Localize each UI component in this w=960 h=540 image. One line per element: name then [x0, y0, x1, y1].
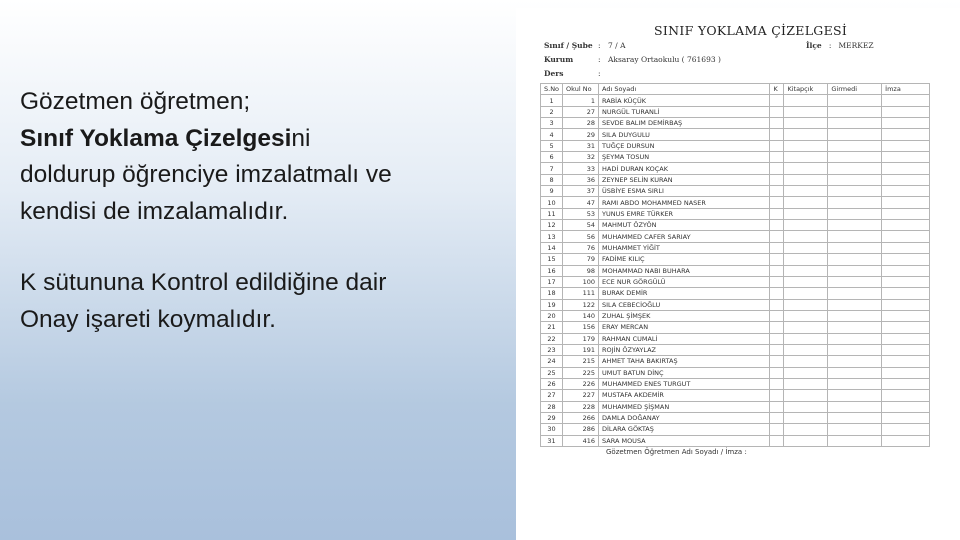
cell-sno: 6	[541, 152, 563, 163]
cell-k-check[interactable]	[770, 254, 784, 265]
cell-absent[interactable]	[828, 390, 882, 401]
cell-absent[interactable]	[828, 356, 882, 367]
cell-k-check[interactable]	[770, 367, 784, 378]
cell-k-check[interactable]	[770, 129, 784, 140]
table-row	[541, 356, 930, 367]
cell-absent[interactable]	[828, 322, 882, 333]
cell-booklet[interactable]	[784, 186, 828, 197]
cell-signature[interactable]	[882, 106, 930, 117]
class-value: 7 / A	[608, 41, 626, 50]
cell-sno: 29	[541, 412, 563, 423]
table-row	[541, 378, 930, 389]
cell-school-no: 225	[563, 367, 599, 378]
cell-student-name: SILA CEBECİOĞLU	[599, 299, 770, 310]
table-row	[541, 322, 930, 333]
table-row	[541, 106, 930, 117]
cell-absent[interactable]	[828, 242, 882, 253]
cell-sno: 10	[541, 197, 563, 208]
table-row	[541, 163, 930, 174]
cell-sno: 26	[541, 378, 563, 389]
cell-absent[interactable]	[828, 208, 882, 219]
cell-sno: 25	[541, 367, 563, 378]
form-name-suffix: ni	[291, 124, 311, 152]
cell-school-no: 37	[563, 186, 599, 197]
cell-school-no: 1	[563, 95, 599, 106]
cell-school-no: 122	[563, 299, 599, 310]
cell-absent[interactable]	[828, 310, 882, 321]
cell-sno: 31	[541, 435, 563, 446]
table-row	[541, 152, 930, 163]
cell-student-name: YUNUS EMRE TÜRKER	[599, 208, 770, 219]
cell-booklet[interactable]	[784, 129, 828, 140]
cell-student-name: MUHAMMED ŞİŞMAN	[599, 401, 770, 412]
cell-sno: 8	[541, 174, 563, 185]
cell-signature[interactable]	[882, 424, 930, 435]
cell-k-check[interactable]	[770, 106, 784, 117]
cell-student-name: RAMI ABDO MOHAMMED NASER	[599, 197, 770, 208]
cell-signature[interactable]	[882, 344, 930, 355]
cell-sno: 28	[541, 401, 563, 412]
cell-booklet[interactable]	[784, 152, 828, 163]
cell-absent[interactable]	[828, 333, 882, 344]
col-header-sno: S.No	[541, 84, 563, 95]
form-name-bold: Sınıf Yoklama Çizelgesi	[20, 124, 292, 152]
col-header-signature: İmza	[882, 84, 930, 95]
cell-school-no: 32	[563, 152, 599, 163]
cell-booklet[interactable]	[784, 197, 828, 208]
cell-student-name: ZUHAL ŞİMŞEK	[599, 310, 770, 321]
cell-sno: 14	[541, 242, 563, 253]
cell-school-no: 111	[563, 288, 599, 299]
cell-student-name: NURGÜL TURANLİ	[599, 106, 770, 117]
table-row	[541, 299, 930, 310]
cell-student-name: HADİ DURAN KOÇAK	[599, 163, 770, 174]
cell-student-name: ŞEYMA TOSUN	[599, 152, 770, 163]
cell-k-check[interactable]	[770, 288, 784, 299]
table-row	[541, 197, 930, 208]
cell-student-name: SEVDE BALIM DEMİRBAŞ	[599, 118, 770, 129]
table-row	[541, 412, 930, 423]
cell-absent[interactable]	[828, 220, 882, 231]
cell-signature[interactable]	[882, 401, 930, 412]
cell-signature[interactable]	[882, 412, 930, 423]
cell-k-check[interactable]	[770, 333, 784, 344]
cell-absent[interactable]	[828, 129, 882, 140]
table-row	[541, 140, 930, 151]
cell-booklet[interactable]	[784, 424, 828, 435]
table-row	[541, 95, 930, 106]
cell-signature[interactable]	[882, 231, 930, 242]
cell-sno: 18	[541, 288, 563, 299]
cell-booklet[interactable]	[784, 378, 828, 389]
cell-signature[interactable]	[882, 367, 930, 378]
cell-signature[interactable]	[882, 322, 930, 333]
cell-sno: 24	[541, 356, 563, 367]
cell-student-name: UMUT BATUN DİNÇ	[599, 367, 770, 378]
cell-signature[interactable]	[882, 152, 930, 163]
cell-school-no: 226	[563, 378, 599, 389]
cell-k-check[interactable]	[770, 265, 784, 276]
cell-signature[interactable]	[882, 378, 930, 389]
cell-absent[interactable]	[828, 254, 882, 265]
col-header-absent: Girmedi	[828, 84, 882, 95]
cell-sno: 1	[541, 95, 563, 106]
cell-student-name: DİLARA GÖKTAŞ	[599, 424, 770, 435]
cell-school-no: 140	[563, 310, 599, 321]
cell-student-name: AHMET TAHA BAKIRTAŞ	[599, 356, 770, 367]
cell-booklet[interactable]	[784, 276, 828, 287]
cell-signature[interactable]	[882, 95, 930, 106]
cell-booklet[interactable]	[784, 174, 828, 185]
cell-school-no: 416	[563, 435, 599, 446]
table-row	[541, 310, 930, 321]
cell-school-no: 76	[563, 242, 599, 253]
table-row	[541, 435, 930, 446]
cell-booklet[interactable]	[784, 356, 828, 367]
cell-student-name: BURAK DEMİR	[599, 288, 770, 299]
cell-sno: 5	[541, 140, 563, 151]
cell-absent[interactable]	[828, 152, 882, 163]
cell-school-no: 33	[563, 163, 599, 174]
cell-sno: 15	[541, 254, 563, 265]
cell-school-no: 228	[563, 401, 599, 412]
cell-k-check[interactable]	[770, 276, 784, 287]
cell-booklet[interactable]	[784, 401, 828, 412]
cell-booklet[interactable]	[784, 435, 828, 446]
cell-student-name: RABİA KÜÇÜK	[599, 95, 770, 106]
cell-school-no: 227	[563, 390, 599, 401]
cell-student-name: MUHAMMED CAFER SARIAY	[599, 231, 770, 242]
cell-school-no: 31	[563, 140, 599, 151]
cell-absent[interactable]	[828, 401, 882, 412]
school-value: Aksaray Ortaokulu ( 761693 )	[608, 55, 721, 64]
cell-sno: 12	[541, 220, 563, 231]
cell-booklet[interactable]	[784, 208, 828, 219]
instruction-text	[20, 84, 510, 338]
cell-school-no: 36	[563, 174, 599, 185]
cell-sno: 13	[541, 231, 563, 242]
cell-k-check[interactable]	[770, 435, 784, 446]
cell-booklet[interactable]	[784, 333, 828, 344]
course-label: Ders	[544, 69, 564, 78]
district-label: İlçe	[806, 41, 822, 50]
cell-student-name: SARA MOUSA	[599, 435, 770, 446]
cell-signature[interactable]	[882, 140, 930, 151]
cell-sno: 9	[541, 186, 563, 197]
cell-sno: 3	[541, 118, 563, 129]
cell-absent[interactable]	[828, 140, 882, 151]
cell-k-check[interactable]	[770, 220, 784, 231]
cell-signature[interactable]	[882, 208, 930, 219]
cell-sno: 19	[541, 299, 563, 310]
cell-booklet[interactable]	[784, 242, 828, 253]
cell-school-no: 98	[563, 265, 599, 276]
attendance-sheet	[516, 8, 960, 540]
cell-absent[interactable]	[828, 299, 882, 310]
table-row	[541, 401, 930, 412]
table-row	[541, 231, 930, 242]
cell-booklet[interactable]	[784, 299, 828, 310]
cell-k-check[interactable]	[770, 322, 784, 333]
course-info: Ders :	[544, 69, 601, 78]
cell-student-name: ROJİN ÖZYAYLAZ	[599, 344, 770, 355]
cell-student-name: TUĞÇE DURSUN	[599, 140, 770, 151]
cell-k-check[interactable]	[770, 424, 784, 435]
cell-booklet[interactable]	[784, 288, 828, 299]
cell-sno: 27	[541, 390, 563, 401]
cell-school-no: 47	[563, 197, 599, 208]
col-header-name: Adı Soyadı	[599, 84, 770, 95]
district-info: İlçe : MERKEZ	[806, 41, 874, 50]
cell-signature[interactable]	[882, 186, 930, 197]
cell-booklet[interactable]	[784, 254, 828, 265]
cell-absent[interactable]	[828, 95, 882, 106]
cell-student-name: ECE NUR GÖRGÜLÜ	[599, 276, 770, 287]
cell-booklet[interactable]	[784, 163, 828, 174]
cell-school-no: 29	[563, 129, 599, 140]
cell-k-check[interactable]	[770, 242, 784, 253]
cell-sno: 4	[541, 129, 563, 140]
cell-absent[interactable]	[828, 174, 882, 185]
table-row	[541, 174, 930, 185]
cell-absent[interactable]	[828, 197, 882, 208]
cell-sno: 23	[541, 344, 563, 355]
cell-k-check[interactable]	[770, 310, 784, 321]
cell-absent[interactable]	[828, 288, 882, 299]
cell-booklet[interactable]	[784, 118, 828, 129]
cell-absent[interactable]	[828, 412, 882, 423]
cell-signature[interactable]	[882, 254, 930, 265]
cell-student-name: MUHAMMET YİĞİT	[599, 242, 770, 253]
cell-signature[interactable]	[882, 299, 930, 310]
cell-booklet[interactable]	[784, 344, 828, 355]
cell-signature[interactable]	[882, 390, 930, 401]
table-row	[541, 242, 930, 253]
table-row	[541, 208, 930, 219]
instruction-line-4: kendisi de imzalamalıdır.	[20, 197, 289, 225]
cell-student-name: ERAY MERCAN	[599, 322, 770, 333]
cell-signature[interactable]	[882, 118, 930, 129]
cell-k-check[interactable]	[770, 412, 784, 423]
cell-student-name: MUHAMMED ENES TURGUT	[599, 378, 770, 389]
cell-signature[interactable]	[882, 333, 930, 344]
cell-absent[interactable]	[828, 378, 882, 389]
cell-k-check[interactable]	[770, 95, 784, 106]
cell-k-check[interactable]	[770, 140, 784, 151]
cell-k-check[interactable]	[770, 152, 784, 163]
instruction-line-5: K sütununa Kontrol edildiğine dair	[20, 269, 387, 296]
cell-booklet[interactable]	[784, 265, 828, 276]
sheet-title: SINIF YOKLAMA ÇİZELGESİ	[654, 23, 848, 38]
cell-school-no: 286	[563, 424, 599, 435]
cell-signature[interactable]	[882, 310, 930, 321]
cell-k-check[interactable]	[770, 344, 784, 355]
cell-school-no: 53	[563, 208, 599, 219]
table-row	[541, 288, 930, 299]
cell-sno: 7	[541, 163, 563, 174]
cell-school-no: 191	[563, 344, 599, 355]
cell-k-check[interactable]	[770, 208, 784, 219]
cell-sno: 16	[541, 265, 563, 276]
class-label: Sınıf / Şube	[544, 41, 593, 50]
cell-student-name: ÜSBİYE ESMA SIRLI	[599, 186, 770, 197]
cell-sno: 11	[541, 208, 563, 219]
cell-sno: 17	[541, 276, 563, 287]
table-row	[541, 390, 930, 401]
cell-k-check[interactable]	[770, 231, 784, 242]
cell-school-no: 100	[563, 276, 599, 287]
instruction-line-2	[20, 121, 510, 158]
instruction-line-3: doldurup öğrenciye imzalatmalı ve	[20, 161, 392, 188]
cell-sno: 30	[541, 424, 563, 435]
table-header-row	[541, 84, 930, 95]
cell-student-name: FADİME KILIÇ	[599, 254, 770, 265]
cell-k-check[interactable]	[770, 118, 784, 129]
attendance-table	[540, 83, 930, 447]
cell-absent[interactable]	[828, 276, 882, 287]
cell-student-name: MUSTAFA AKDEMİR	[599, 390, 770, 401]
col-header-booklet: Kitapçık	[784, 84, 828, 95]
col-header-k: K	[770, 84, 784, 95]
cell-booklet[interactable]	[784, 412, 828, 423]
proctor-signature-line: Gözetmen Öğretmen Adı Soyadı / İmza :	[606, 448, 747, 456]
cell-k-check[interactable]	[770, 163, 784, 174]
instruction-line-6: Onay işareti koymalıdır.	[20, 305, 276, 333]
attendance-rows	[541, 95, 930, 447]
cell-k-check[interactable]	[770, 197, 784, 208]
cell-k-check[interactable]	[770, 174, 784, 185]
cell-k-check[interactable]	[770, 356, 784, 367]
cell-school-no: 56	[563, 231, 599, 242]
district-value: MERKEZ	[838, 41, 874, 50]
cell-student-name: MOHAMMAD NABI BUHARA	[599, 265, 770, 276]
cell-student-name: ZEYNEP SELİN KURAN	[599, 174, 770, 185]
table-row	[541, 424, 930, 435]
table-row	[541, 333, 930, 344]
cell-booklet[interactable]	[784, 140, 828, 151]
cell-booklet[interactable]	[784, 95, 828, 106]
cell-booklet[interactable]	[784, 322, 828, 333]
cell-booklet[interactable]	[784, 390, 828, 401]
cell-student-name: DAMLA DOĞANAY	[599, 412, 770, 423]
table-row	[541, 367, 930, 378]
table-row	[541, 129, 930, 140]
cell-k-check[interactable]	[770, 378, 784, 389]
cell-signature[interactable]	[882, 265, 930, 276]
cell-school-no: 156	[563, 322, 599, 333]
cell-school-no: 54	[563, 220, 599, 231]
cell-sno: 20	[541, 310, 563, 321]
cell-student-name: SILA DUYGULU	[599, 129, 770, 140]
cell-signature[interactable]	[882, 276, 930, 287]
cell-school-no: 28	[563, 118, 599, 129]
cell-school-no: 179	[563, 333, 599, 344]
cell-signature[interactable]	[882, 174, 930, 185]
table-row	[541, 265, 930, 276]
cell-signature[interactable]	[882, 220, 930, 231]
table-row	[541, 220, 930, 231]
table-row	[541, 186, 930, 197]
cell-signature[interactable]	[882, 356, 930, 367]
school-label: Kurum	[544, 55, 574, 64]
table-row	[541, 254, 930, 265]
cell-k-check[interactable]	[770, 390, 784, 401]
cell-k-check[interactable]	[770, 299, 784, 310]
table-row	[541, 344, 930, 355]
cell-booklet[interactable]	[784, 310, 828, 321]
cell-k-check[interactable]	[770, 186, 784, 197]
school-info: Kurum : Aksaray Ortaokulu ( 761693 )	[544, 55, 721, 64]
instruction-line-1: Gözetmen öğretmen;	[20, 88, 251, 115]
cell-booklet[interactable]	[784, 220, 828, 231]
table-row	[541, 276, 930, 287]
cell-signature[interactable]	[882, 288, 930, 299]
cell-student-name: RAHMAN CUMALİ	[599, 333, 770, 344]
cell-absent[interactable]	[828, 163, 882, 174]
cell-sno: 21	[541, 322, 563, 333]
cell-absent[interactable]	[828, 344, 882, 355]
cell-signature[interactable]	[882, 242, 930, 253]
cell-sno: 22	[541, 333, 563, 344]
cell-sno: 2	[541, 106, 563, 117]
col-header-school-no: Okul No	[563, 84, 599, 95]
cell-signature[interactable]	[882, 435, 930, 446]
cell-booklet[interactable]	[784, 367, 828, 378]
cell-absent[interactable]	[828, 118, 882, 129]
cell-absent[interactable]	[828, 424, 882, 435]
cell-absent[interactable]	[828, 265, 882, 276]
table-row	[541, 118, 930, 129]
cell-school-no: 27	[563, 106, 599, 117]
cell-signature[interactable]	[882, 197, 930, 208]
cell-absent[interactable]	[828, 186, 882, 197]
cell-school-no: 266	[563, 412, 599, 423]
cell-signature[interactable]	[882, 163, 930, 174]
cell-student-name: MAHMUT ÖZYÖN	[599, 220, 770, 231]
cell-absent[interactable]	[828, 435, 882, 446]
cell-school-no: 79	[563, 254, 599, 265]
cell-k-check[interactable]	[770, 401, 784, 412]
cell-absent[interactable]	[828, 367, 882, 378]
cell-absent[interactable]	[828, 231, 882, 242]
cell-booklet[interactable]	[784, 106, 828, 117]
class-info: Sınıf / Şube : 7 / A	[544, 41, 626, 50]
cell-signature[interactable]	[882, 129, 930, 140]
cell-school-no: 215	[563, 356, 599, 367]
cell-booklet[interactable]	[784, 231, 828, 242]
cell-absent[interactable]	[828, 106, 882, 117]
